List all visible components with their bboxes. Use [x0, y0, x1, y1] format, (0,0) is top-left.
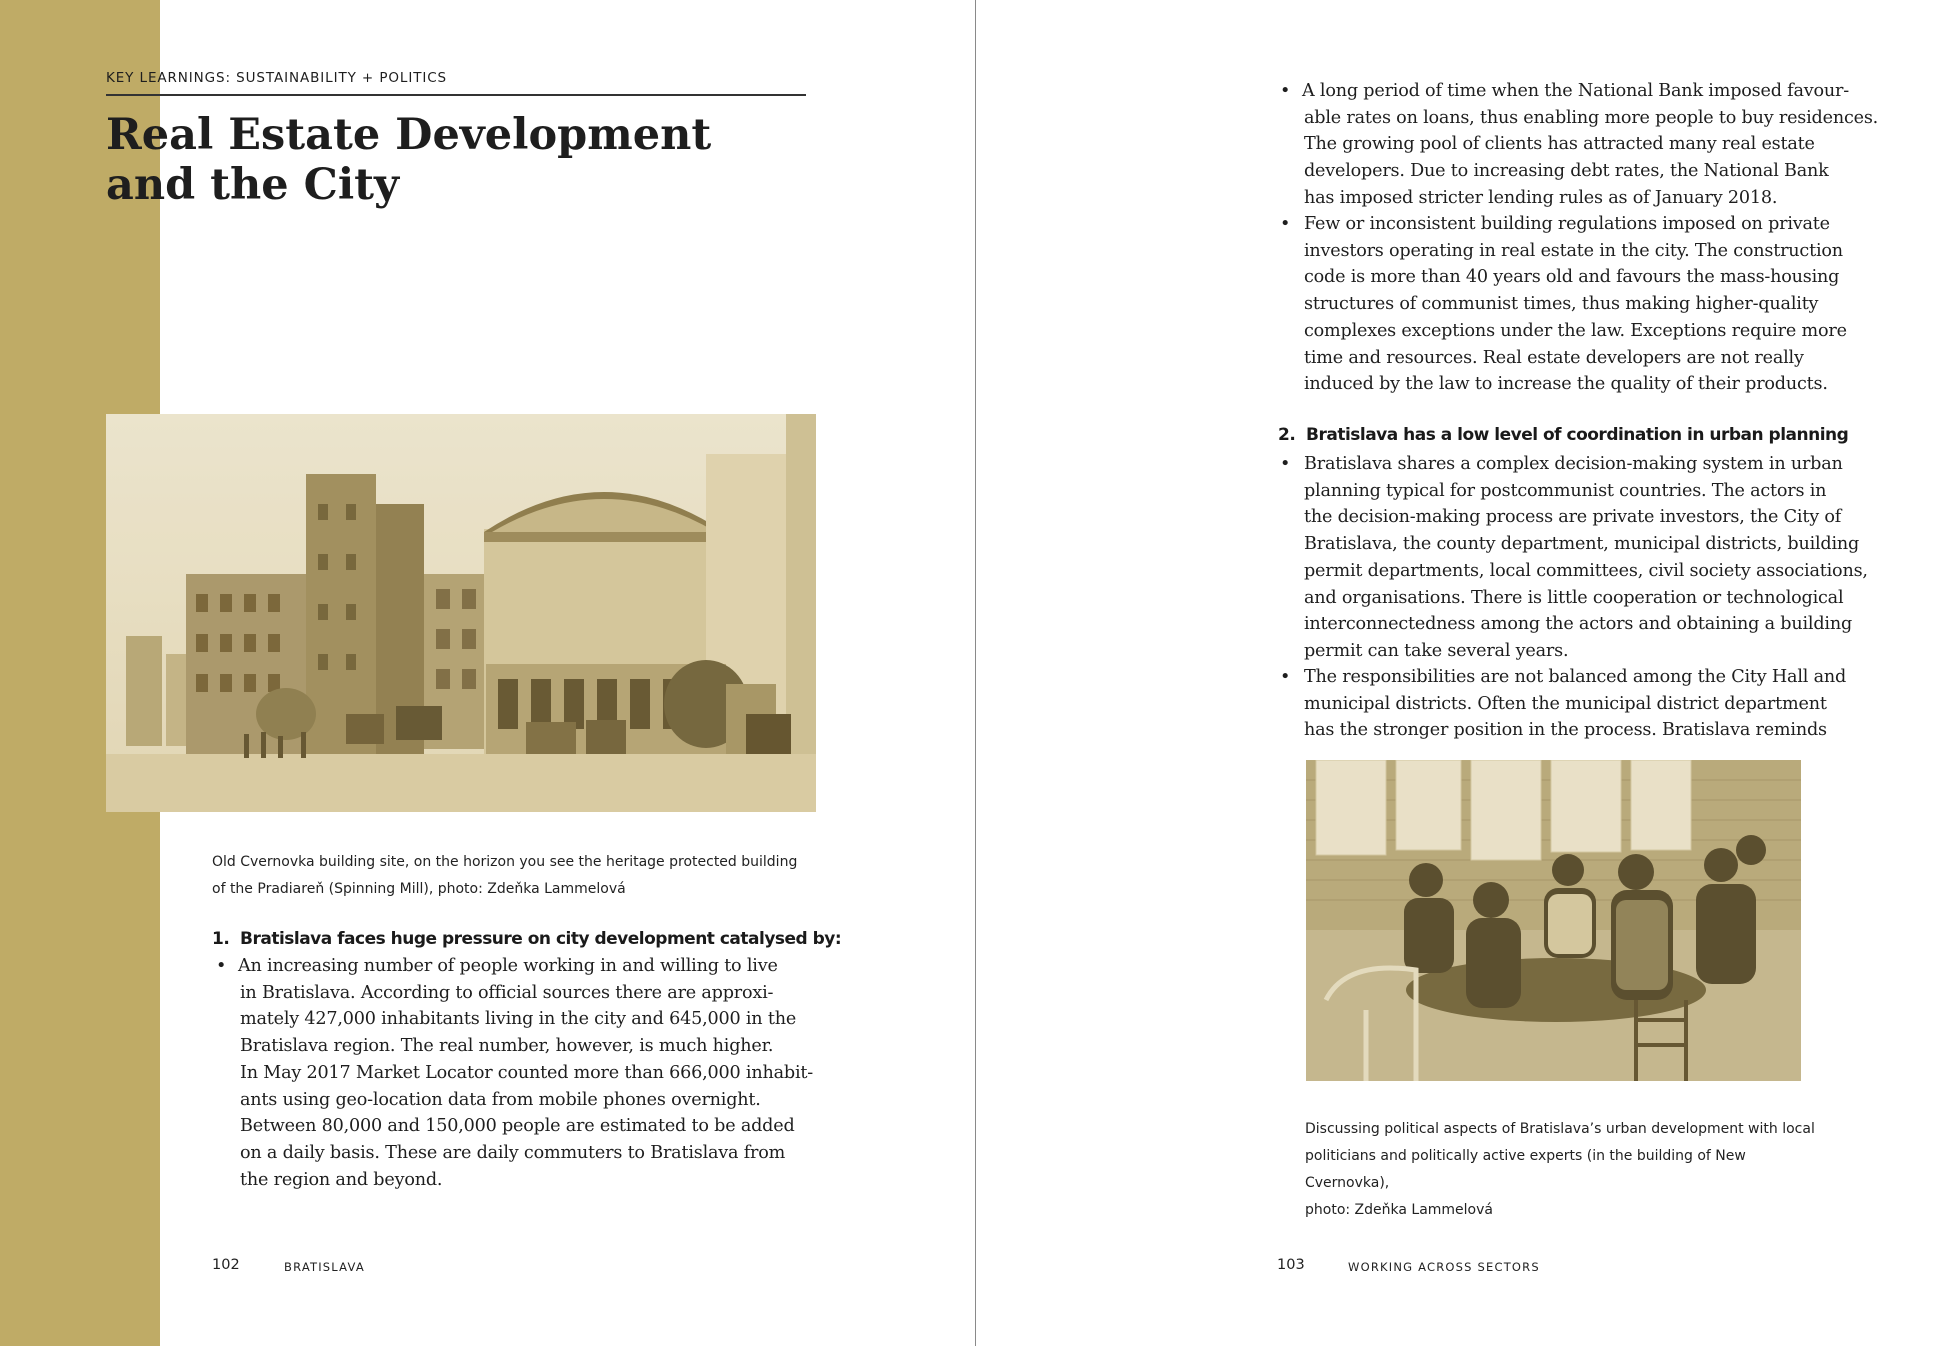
caption-line: Discussing political aspects of Bratislava’s urban development with local	[1305, 1121, 1815, 1137]
section-number: 1.	[212, 929, 230, 949]
bullet-line: planning typical for postcommunist countries. The actors in	[1304, 480, 1827, 501]
bullet-line: and organisations. There is little cooperation or technological	[1304, 587, 1844, 608]
page-number-right: 103	[1277, 1257, 1305, 1273]
bullet-line: has imposed stricter lending rules as of January 2018.	[1304, 187, 1778, 208]
bullet-line: In May 2017 Market Locator counted more than 666,000 inhabit-	[240, 1062, 813, 1083]
bullet-line: The growing pool of clients has attracted many real estate	[1304, 134, 1815, 155]
section-heading-text: Bratislava has a low level of coordination in urban planning	[1306, 425, 1849, 445]
bullet-line: code is more than 40 years old and favours the mass-housing	[1304, 267, 1840, 288]
bullet-line: ants using geo-location data from mobile phones overnight.	[240, 1089, 761, 1110]
bullet-line: Few or inconsistent building regulations imposed on private	[1304, 214, 1830, 234]
caption-line: photo: Zdeňka Lammelová	[1305, 1202, 1493, 1218]
photo-caption	[212, 849, 832, 903]
section-heading-text: Bratislava faces huge pressure on city development catalysed by:	[240, 929, 842, 949]
section-kicker: KEY LEARNINGS: SUSTAINABILITY + POLITICS	[106, 70, 806, 96]
running-head-left: BRATISLAVA	[284, 1260, 365, 1274]
bullet-line: Bratislava, the county department, municipal districts, building	[1304, 534, 1860, 555]
bullet-item	[1280, 664, 1847, 744]
caption-line: of the Pradiareň (Spinning Mill), photo: Zdeňka Lammelová	[212, 881, 626, 897]
title-line: Real Estate Development	[106, 110, 712, 160]
bullet-item	[1280, 78, 1879, 212]
page-gutter-divider	[975, 0, 976, 1346]
bullet-line: mately 427,000 inhabitants living in the city and 645,000 in the	[240, 1009, 797, 1030]
bullet-line: municipal districts. Often the municipal district department	[1304, 693, 1827, 714]
bullet-line: complexes exceptions under the law. Exceptions require more	[1304, 320, 1847, 341]
meeting-photo	[1306, 760, 1801, 1081]
bullet-line: in Bratislava. According to official sources there are approxi-	[240, 982, 774, 1003]
caption-line: Old Cvernovka building site, on the horizon you see the heritage protected building	[212, 854, 798, 870]
bullet-line: developers. Due to increasing debt rates, the National Bank	[1304, 161, 1829, 182]
bullet-item	[1280, 211, 1847, 398]
bullet-dot: •	[1280, 454, 1291, 474]
bullet-line: the region and beyond.	[240, 1169, 443, 1190]
bullet-dot: •	[1280, 667, 1291, 687]
bullet-line: the decision-making process are private investors, the City of	[1304, 507, 1842, 528]
bullet-item	[1280, 451, 1868, 665]
bullet-dot: •	[1280, 214, 1291, 234]
caption-line: politicians and politically active experts (in the building of New Cvernovka),	[1305, 1148, 1746, 1191]
bullet-line: Bratislava shares a complex decision-making system in urban	[1304, 454, 1843, 474]
section-heading	[1278, 425, 1848, 445]
bullet-line: permit can take several years.	[1304, 640, 1569, 661]
bullet-line: The responsibilities are not balanced among the City Hall and	[1304, 667, 1847, 687]
section-number: 2.	[1278, 425, 1296, 445]
bullet-dot: •	[1280, 81, 1291, 101]
bullet-line: Bratislava region. The real number, however, is much higher.	[240, 1036, 774, 1057]
page-number-left: 102	[212, 1257, 240, 1273]
title-line: and the City	[106, 160, 400, 210]
bullet-item	[216, 953, 813, 1193]
bullet-line: time and resources. Real estate developers are not really	[1304, 347, 1804, 368]
bullet-line: An increasing number of people working in and willing to live	[238, 956, 778, 976]
building-site-photo	[106, 414, 816, 812]
bullet-line: able rates on loans, thus enabling more people to buy residences.	[1304, 107, 1879, 128]
bullet-line: has the stronger position in the process. Bratislava reminds	[1304, 720, 1827, 741]
bullet-line: investors operating in real estate in the city. The construction	[1304, 240, 1843, 261]
bullet-line: Between 80,000 and 150,000 people are estimated to be added	[240, 1116, 795, 1137]
bullet-line: induced by the law to increase the quality of their products.	[1304, 374, 1828, 395]
page-title	[106, 110, 726, 210]
bullet-line: on a daily basis. These are daily commuters to Bratislava from	[240, 1142, 786, 1163]
bullet-dot: •	[216, 956, 227, 976]
bullet-line: interconnectedness among the actors and obtaining a building	[1304, 614, 1853, 635]
section-heading	[212, 929, 841, 949]
photo-caption	[1305, 1116, 1825, 1224]
bullet-line: permit departments, local committees, civil society associations,	[1304, 560, 1868, 581]
running-head-right: WORKING ACROSS SECTORS	[1348, 1260, 1540, 1274]
bullet-line: A long period of time when the National Bank imposed favour-	[1302, 81, 1849, 101]
bullet-line: structures of communist times, thus making higher-quality	[1304, 294, 1819, 315]
